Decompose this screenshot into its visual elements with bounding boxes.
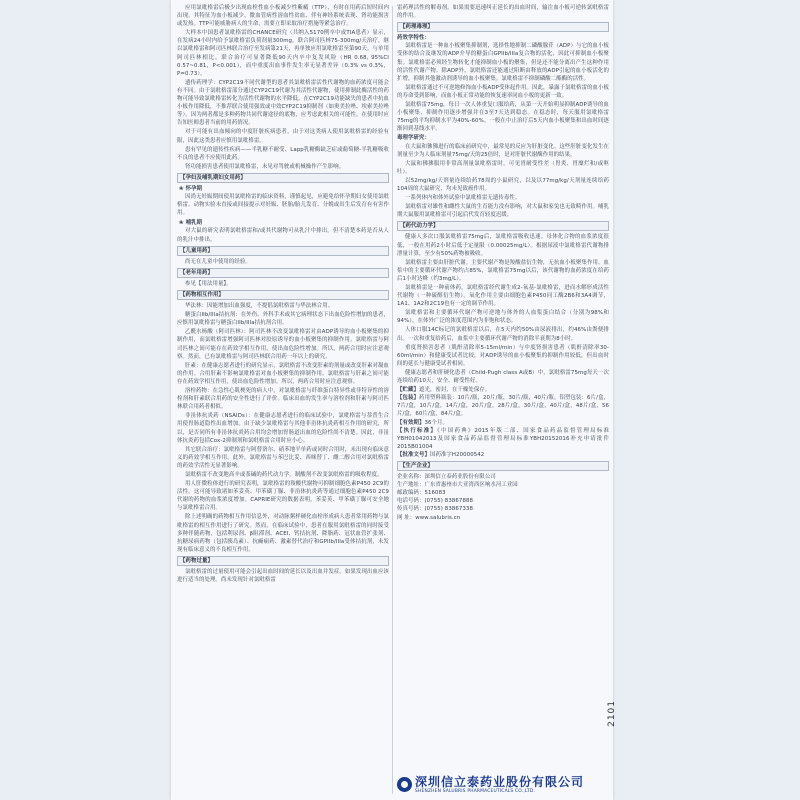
left-column [177, 4, 389, 794]
interaction-paragraph: 乙酰水杨酸（阿司匹林）：阿司匹林不改变氯吡格雷对由ADP诱导的血小板聚集的抑制作用，而氯吡格雷增强阿司匹林对胶原诱导的血小板聚集的抑制作用。氯吡格雷与阿司匹林之间可能存在药效学相互作用，使出血危险性增加。所以，两药合用时应注意观察。然而，已有氯吡格雷与阿司匹林联合用药一年以上的研究。 [177, 329, 389, 360]
logo-text [415, 775, 584, 794]
section-heading-pharmacology: 【药理毒理】 [397, 22, 609, 32]
section-heading-manufacturer: 【生产企业】 [397, 461, 609, 471]
validity-row [397, 419, 609, 427]
leaflet-sheet [171, 0, 617, 800]
intro-paragraph: 肾功能损害患者使用氯吡格雷，未见对驾驶或机械操作产生影响。 [185, 163, 345, 170]
subheading-pharmacodynamics: 药效学特性： [397, 35, 430, 42]
manufacturer-fax: 传真号码：(0755) 83867338 [397, 506, 474, 513]
pharmacology-paragraph: 氯吡格雷75mg，每日一次人体重复口服给药，从第一天开始明显抑制ADP诱导的血小板聚集，抑制作用逐步增强并在3至7天达到稳态。在稳态时，每天服用氯吡格雷75mg的平均抑制水平为40%-60%。一般在中止治疗后5天内血小板聚集和出血时间逐渐回到基线水平。 [397, 102, 609, 133]
section-heading-overdose: 【药物过量】 [177, 556, 389, 566]
interaction-paragraph: 溶栓药物：在急性心肌梗死的病人中，对氯吡格雷与纤维蛋白特异性或非特异性的溶栓剂和肝素联合用药的安全性进行了评价。临床出血的发生率与溶栓剂和肝素与阿司匹林联合用药者相似。 [177, 388, 389, 411]
manufacturer-name: 企业名称：深圳信立泰药业股份有限公司 [397, 474, 496, 481]
pharmacokinetics-paragraph: 重度肾损害患者（肌酐清除率5-15ml/min）与中度肾损害患者（肌酐清除率30-60ml/min）和健康受试者比较，对ADP诱导的血小板聚集的抑制作用较低，但出血时间的延长与健康受试者相同。 [397, 344, 609, 367]
manufacturer-phone: 电话号码：(0755) 83867888 [397, 498, 474, 505]
pharmacology-paragraph: 氯吡格雷通过不可逆地修饰血小板ADP受体起作用。因此，暴露于氯吡格雷的血小板的寿命受到影响，而血小板正常功能的恢复速率同血小板的更新一致。 [397, 84, 609, 99]
section-heading-pregnancy: 【孕妇及哺乳期妇女用药】 [177, 173, 389, 183]
section-heading-interaction: 【药物相互作用】 [177, 290, 389, 300]
toxicology-paragraph: 一系列体内和体外试验中氯吡格雷无遗传毒性。 [405, 195, 521, 202]
pharmacokinetics-paragraph: 健康人多次口服氯吡格雷75mg后，氯吡格雷吸收迅速。母体化合物的血浆浓度很低，一般在用药2小时后低于定量限（0.00025mg/L）。根据尿液中氯吡格雷代谢物排泄量计算，至少有50%药物被吸收。 [397, 234, 609, 257]
interaction-paragraph: 糖蛋白IIb/IIIa拮抗剂：在外伤、外科手术或其它病理状态下出血危险性增加的患者，应慎用氯吡格雷与糖蛋白IIb/IIIa拮抗剂合用。 [177, 312, 389, 327]
logo-name-cn: 深圳信立泰药业股份有限公司 [415, 774, 585, 789]
package-value: 药用塑料瓶装：10片/瓶，20片/瓶，30片/瓶，40片/瓶。铝塑包装：6片/盒，7片/盒，10片/盒，14片/盒，20片/盒，28片/盒，30片/盒，40片/盒，48片/盒，56片/盒，60片/盒，84片/盒。 [397, 395, 609, 418]
storage-label: 【贮藏】 [397, 387, 419, 394]
storage-row [397, 386, 609, 394]
pharmacology-paragraph: 氯吡格雷是一种血小板聚集抑制剂，选择性地抑制二磷酸腺苷（ADP）与它的血小板受体的结合及继发的ADP介导的糖蛋白GPIIb/IIIa复合物的活化，因此可抑制血小板聚集。氯吡格雷必须经生物转化才能抑制血小板的聚集，但是还不能分离出产生这种作用的活性代谢产物。除ADP外，氯吡格雷还能通过阻断由释放的ADP引起的血小板活化的扩增，抑制其他激动剂诱导的血小板聚集。氯吡格雷不抑制磷酸二酯酶的活性。 [397, 43, 609, 82]
storage-value: 遮光，密封，在干燥处保存。 [418, 387, 491, 394]
pharmacokinetics-paragraph: 健康志愿者和肝硬化患者（Child-Pugh class A或B）中，氯吡格雷75mg每天一次连续给药10天，安全、耐受性好。 [397, 369, 609, 385]
pregnancy-text: 因尚无妊娠期间使用氯吡格雷的临床资料，谨慎起见，应避免给怀孕期妇女使用氯吡格雷。动物实验未直接或间接提示对妊娠、胚胎/胎儿发育、分娩或出生后发育有有害作用。 [177, 194, 389, 217]
intro-paragraph: 应用氯吡格雷后极少出现血栓性血小板减少性紫癜（TTP），有时在用药后短时间内出现。其特征为血小板减少、微血管病性溶血性贫血、伴有神经系统表现、肾功能损害或发热。TTP可能威胁病人的生命，需要立即采取治疗措施等紧急治疗。 [177, 5, 389, 28]
overdose-text: 氯吡格雷的过量使用可能会引起出血时间的延长以及出血并发症。如果发现出血应该进行适当的处理。尚未发现针对氯吡格雷 [177, 569, 389, 584]
approval-row [397, 451, 609, 459]
interaction-paragraph: 氯吡格雷不改变地高辛或茶碱的药代动力学。制酸剂不改变氯吡格雷的吸收程度。 [185, 471, 383, 478]
intro-paragraph: 患有罕见的遗传性疾病——半乳糖不耐受、Lapp乳糖酶缺乏症或葡萄糖-半乳糖吸收不良的患者不应使用此药。 [177, 146, 389, 161]
interaction-paragraph: 肝素：在健康志愿者进行的研究显示，氯吡格雷不改变肝素的剂量或改变肝素对凝血的作用。合用肝素不影响氯吡格雷对血小板聚集的抑制作用。氯吡格雷与肝素之间可能存在药效学相互作用，使出血危险性增加。所以，两药合用时应注意观察。 [177, 362, 389, 385]
approval-label: 【批准文号】 [397, 451, 430, 458]
interaction-paragraph: 其它联合治疗：氯吡格雷与阿替洛尔、硝苯地平单药或同时合用时，未出现有临床意义的药效学相互作用。此外，氯吡格雷与苯巴比妥、西咪替丁、雌二醇合用对氯吡格雷的药效学活性无显著影响。 [177, 446, 389, 469]
manufacturer-website: 网 址：www.salubris.cn [397, 514, 461, 521]
toxicology-paragraph: 在大鼠和狒狒进行的临床前研究中，最常见的反应为肝脏变化。这些肝脏变化发生在剂量至少为人临床剂量75mg/天的25倍时，是对肝脏代谢酶作用的结果。 [397, 143, 609, 158]
pharmacokinetics-paragraph: 人体口服14C标记的氯吡格雷以后，在5天内约50%由尿液排出，约46%由粪便排出。一次和重复给药后，血浆中主要循环代谢产物的消除半衰期为8小时。 [397, 327, 609, 342]
package-label: 【包装】 [397, 395, 420, 402]
manufacturer-postcode: 邮政编码：516083 [397, 490, 446, 497]
toxicology-paragraph: 氯吡格雷对雄性和雌性大鼠的生育能力没有影响，对大鼠和家兔也无致畸作用。哺乳期大鼠服用氯吡格雷可引起后代发育轻度迟缓。 [397, 204, 609, 219]
interaction-paragraph: 非甾体抗炎药（NSAIDs）：在健康志愿者进行的临床试验中，氯吡格雷与萘普生合用使胃肠道隐性出血增加。由于缺少氯吡格雷与其他非甾体抗炎药相互作用的研究，所以，是否同所有非甾体抗炎药合用均会增加胃肠道出血的危险性尚不清楚。因此，非甾体抗炎药包括Cox-2抑制剂和氯吡格雷合用时应小心。 [177, 413, 389, 444]
section-heading-child: 【儿童用药】 [177, 246, 389, 256]
company-logo [397, 772, 609, 796]
overdose-continued: 雷药理活性的解毒剂。如果需要迅速纠正延长的出血时间，输注血小板可逆转氯吡格雷的作用。 [397, 5, 609, 20]
standard-value: 《中国药典》2015年版二部、国家食品药品监督管理局标准YBH01042013及国家食品药品监督管理局标准YBH20152016补充申请批件2015B01004 [397, 427, 609, 450]
toxicology-paragraph: 以52mg/kg/天剂量连续给药78周的小鼠研究，以及以77mg/kg/天剂量连续给药104周的大鼠研究，均未见致癌作用。 [397, 177, 609, 192]
standard-row [397, 427, 609, 451]
subheading-pregnancy: ❀ 怀孕期 [179, 185, 203, 192]
intro-paragraph: 遗传药理学：CYP2C19不同代谢型的患者其氯吡格雷活性代谢物的血药浓度可能会有不同。由于氯吡格雷部分通过CYP2C19代谢为其活性代谢物，使用抑制此酶活性的药物可能导致氯吡格雷转化为活性代谢物的水平降低。在CYP2C19功能缺失的患者中抗血小板作用降低，不推荐联合使用强效或中效CYP2C19抑制剂（如奥美拉唑、埃索美拉唑等）。因为两者都是多种药物共同代谢途径的底物，应考虑此相关的可能性。在使用时应告知医师患者当前的用药情况。 [177, 79, 389, 127]
salubris-logo-icon [397, 777, 412, 792]
section-heading-pharmacokinetics: 【药代动力学】 [397, 221, 609, 231]
print-code: 2101 [607, 700, 617, 727]
column-divider [392, 6, 393, 794]
logo-name-en: SHENZHEN SALUBRIS PHARMACEUTICALS CO.,LTD. [415, 788, 536, 794]
section-heading-elderly: 【老年用药】 [177, 268, 389, 278]
validity-label: 【有效期】 [397, 419, 425, 426]
subheading-toxicology: 毒理学研究： [397, 135, 430, 142]
intro-paragraph: 对于可能有出血倾向的中度肝脏疾病患者，由于对这类病人使用氯吡格雷的经验有限，因此这类患者应慎用氯吡格雷。 [177, 129, 389, 144]
pharmacokinetics-paragraph: 氯吡格雷和主要循环代谢产物可逆地与体外的人血浆蛋白结合（分别为98%和94%），在体外广泛的浓度范围内为非饱和状态。 [397, 310, 609, 325]
pharmacokinetics-paragraph: 氯吡格雷主要由肝脏代谢。主要代谢产物是羧酸盐衍生物，无抗血小板聚集作用。血浆中的主要循环代谢产物约占85%，氯吡格雷75mg以后，该代谢物的血药浓度在给药后1小时达峰（约3mg/L）。 [397, 259, 609, 282]
right-column [397, 4, 609, 794]
manufacturer-address: 生产地址：广东省惠州市大亚湾西区响水河工业园 [397, 482, 518, 489]
lactation-text: 对大鼠的研究表明氯吡格雷和/或其代谢物可从乳汁中排出。但不清楚本药是否从人的乳汁中排出。 [177, 228, 389, 243]
intro-paragraph: 大样本中国患者氯吡格雷的CHANCE研究（共纳入5170例卒中或TIA患者）显示，在发病24小时内给予氯吡格雷负荷剂量300mg，联合阿司匹林75-300mg/天治疗，继以氯吡格雷和阿司匹林联合治疗至发病第21天，再单独应用氯吡格雷至第90天。与单用阿司匹林相比，联合治疗可显著降低90天内卒中复发风险（HR 0.68, 95%CI 0.57~0.81，P<0.001），而中重度出血事件发生率无显著差异（0.3% vs 0.3%，P=0.73）。 [177, 30, 389, 77]
interaction-paragraph: 除上述明确的药物相互作用信息外，对动脉粥样硬化血栓形成病人患者常用药物与氯吡格雷的相互作用进行了研究。然而，在临床试验中，患者在服用氯吡格雷的同时接受多种伴随药物，包括利尿剂、β阻滞剂、ACEI、钙拮抗剂、降脂药、冠状血管扩张剂、抗糖尿病药物（包括胰岛素）、抗癫痫药、激素替代治疗和GPIIb/IIIa受体拮抗剂，未发现有临床意义的不良相互作用。 [177, 514, 389, 553]
toxicology-paragraph: 大鼠和狒狒服用非常高剂量氯吡格雷时，可见胃耐受性差（胃炎、胃糜烂和/或呕吐）。 [397, 160, 609, 175]
subheading-lactation: ❀ 哺乳期 [179, 220, 203, 227]
validity-value: 36个月。 [424, 419, 448, 426]
interaction-paragraph: 华法林：因能增加出血强度，不提倡氯吡格雷与华法林合用。 [185, 303, 334, 310]
elderly-text: 参见【用法用量】。 [185, 280, 232, 287]
approval-value: 国药准字H20000542 [429, 451, 485, 458]
pharmacokinetics-paragraph: 氯吡格雷是一种前体药，氯吡格雷经代谢生成2-氧基-氯吡格雷，进而水解形成活性代谢物（一种硫醇衍生物）。氧化作用主要由细胞色素P450同工酶2B6和3A4调节，1A1、1A2和2C19也有一定的调节作用。 [397, 285, 609, 308]
interaction-paragraph: 用人肝微粒体进行的研究表明，氯吡格雷的羧酸代谢物可抑制细胞色素P450 2C9的活性。这可能导致诸如苯妥英、甲苯磺丁脲、非甾体抗炎药等通过细胞色素P450 2C9代谢的药物的血浆浓度增加。CAPRIE研究的数据表明，苯妥英、甲苯磺丁脲可安全地与氯吡格雷合用。 [177, 481, 389, 512]
standard-label: 【执行标准】 [397, 427, 438, 434]
child-text: 尚无在儿童中使用的经验。 [185, 258, 251, 265]
package-row [397, 394, 609, 418]
